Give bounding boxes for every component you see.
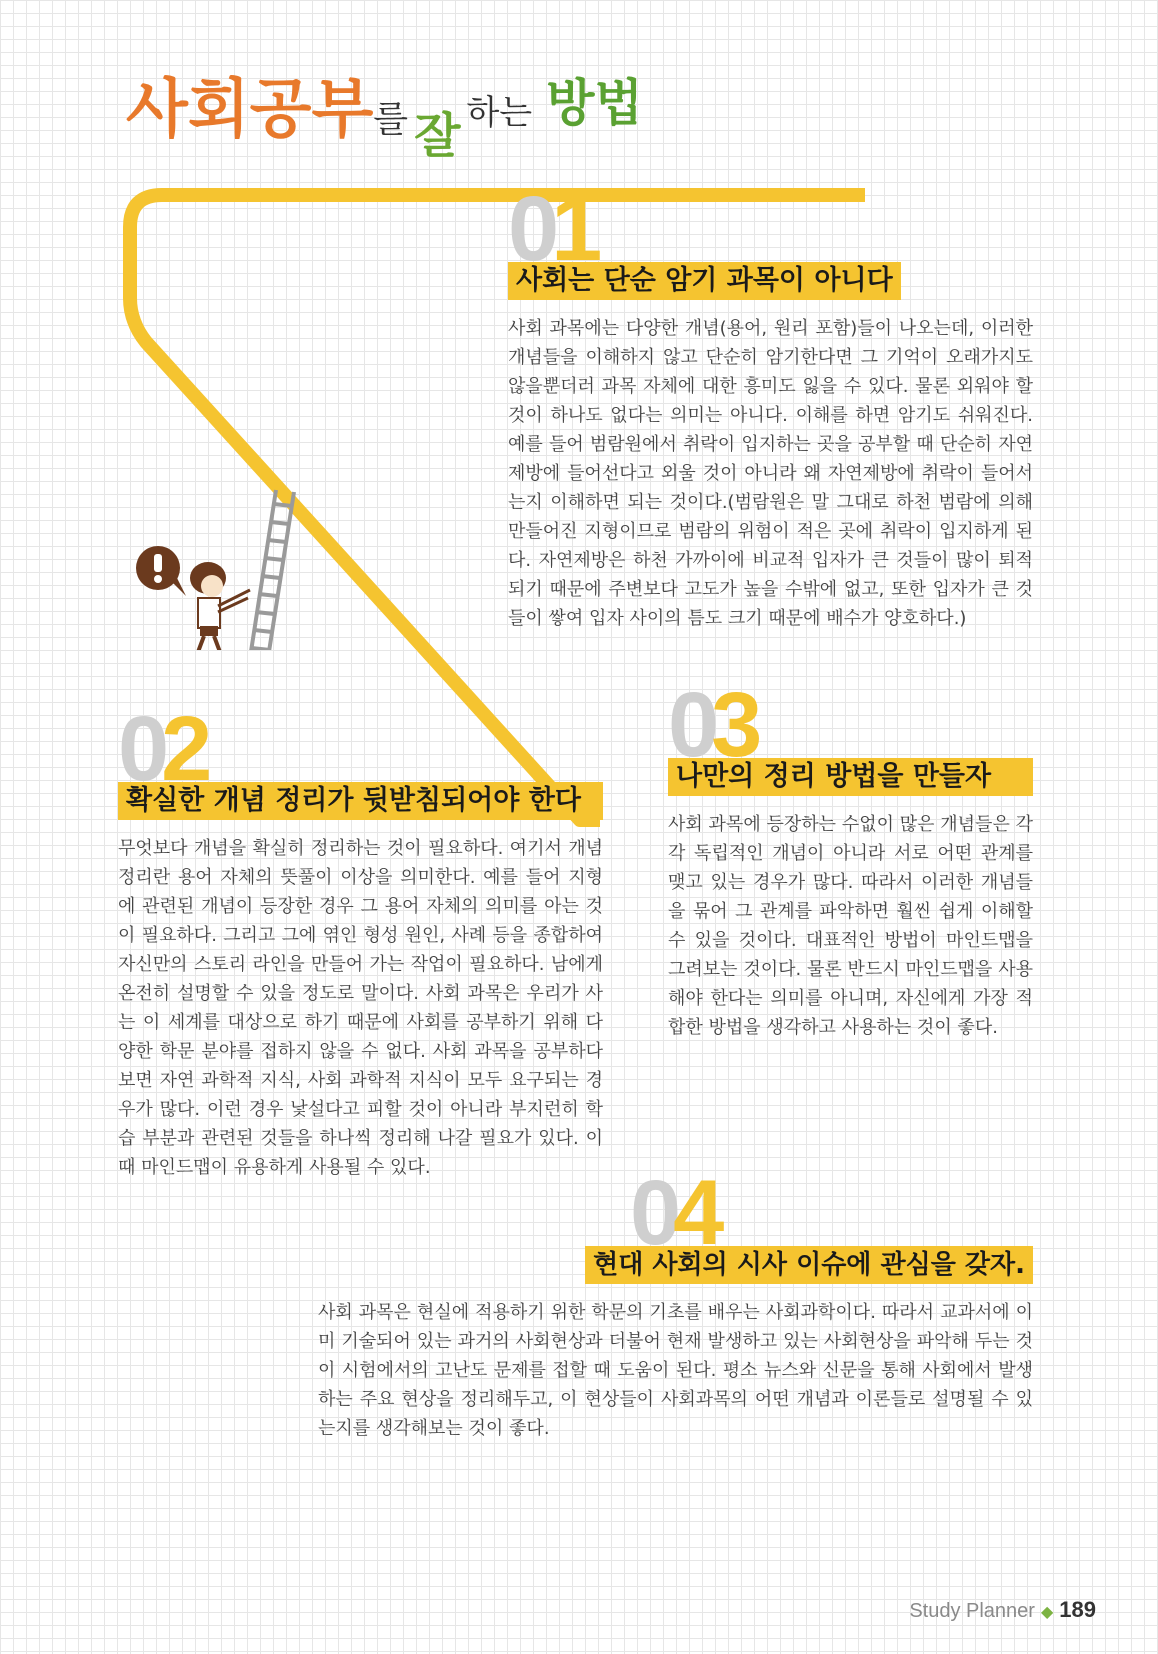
section-heading: 나만의 정리 방법을 만들자 <box>668 758 1033 796</box>
section-number-digit: 3 <box>711 692 755 758</box>
section-number-digit: 2 <box>161 716 205 782</box>
section-number-digit: 4 <box>673 1180 717 1246</box>
title-part-4: 하는 <box>466 93 533 133</box>
footer-brand: Study Planner <box>909 1600 1035 1622</box>
section-body: 사회 과목에는 다양한 개념(용어, 원리 포함)들이 나오는데, 이러한 개념들을 이해하지 않고 단순히 암기한다면 그 기억이 오래가지도 않을뿐더러 과목 자체에 대한 흥미도 잃을 수 있다. 물론 외워야 할 것이 하나도 없다는 의미는 아니다. 이해를 하면 암기도 쉬워진다. 예를 들어 범람원에서 취락이 입지하는 곳을 공부할 때 단순히 자연제방에 들어선다고 외울 것이 아니라 왜 자연제방에 취락이 들어서는지 이해하면 되는 것이다.(범람원은 말 그대로 하천 범람에 의해 만들어진 지형이므로 범람의 위험이 적은 곳에 취락이 입지하게 된다. 자연제방은 하천 가까이에 비교적 입자가 큰 것들이 많이 퇴적되기 때문에 주변보다 고도가 높을 수밖에 없고, 또한 입자가 큰 것들이 쌓여 입자 사이의 틈도 크기 때문에 배수가 양호하다.) <box>508 318 1033 629</box>
section-body: 무엇보다 개념을 확실히 정리하는 것이 필요하다. 여기서 개념 정리란 용어 자체의 뜻풀이 이상을 의미한다. 예를 들어 지형에 관련된 개념이 등장한 경우 그 용어 자체의 의미를 아는 것이 필요하다. 그리고 그에 엮인 형성 원인, 사례 등을 종합하여 자신만의 스토리 라인을 만들어 가는 작업이 필요하다. 남에게 온전히 설명할 수 있을 정도로 말이다. 사회 과목은 우리가 사는 이 세계를 대상으로 하기 때문에 사회를 공부하기 위해 다양한 학문 분야를 접하지 않을 수 없다. 사회 과목을 공부하다 보면 자연 과학적 지식, 사회 과학적 지식이 모두 요구되는 경우가 많다. 이런 경우 낯설다고 피할 것이 아니라 부지런히 학습 부분과 관련된 것들을 하나씩 정리해 나갈 필요가 있다. 이때 마인드맵이 유용하게 사용될 수 있다. <box>118 838 603 1178</box>
section-body: 사회 과목은 현실에 적용하기 위한 학문의 기초를 배우는 사회과학이다. 따라서 교과서에 이미 기술되어 있는 과거의 사회현상과 더불어 현재 발생하고 있는 사회현상을 파악해 두는 것이 시험에서의 고난도 문제를 접할 때 도움이 된다. 평소 뉴스와 신문을 통해 사회에서 발생하는 주요 현상을 정리해두고, 이 현상들이 사회과목의 어떤 개념과 이론들로 설명될 수 있는지를 생각해보는 것이 좋다. <box>318 1302 1033 1439</box>
title-part-3: 잘 <box>414 108 461 164</box>
section-01 <box>508 196 1033 633</box>
section-number <box>630 1180 1033 1246</box>
section-heading: 사회는 단순 암기 과목이 아니다 <box>508 262 901 300</box>
section-number-digit: 0 <box>630 1180 674 1246</box>
child-figure <box>190 562 250 650</box>
page-number: 189 <box>1059 1597 1096 1622</box>
diamond-icon: ◆ <box>1040 1602 1054 1621</box>
title-part-5: 방법 <box>546 74 643 132</box>
section-heading: 현대 사회의 시사 이슈에 관심을 갖자. <box>585 1246 1033 1284</box>
section-number-digit: 1 <box>551 196 595 262</box>
section-number-digit: 0 <box>508 196 552 262</box>
section-number <box>508 196 1033 262</box>
title-part-2: 를 <box>373 99 409 140</box>
section-number-digit: 0 <box>118 716 162 782</box>
child-figure-icon <box>128 460 318 650</box>
section-body: 사회 과목에 등장하는 수없이 많은 개념들은 각각 독립적인 개념이 아니라 서로 어떤 관계를 맺고 있는 경우가 많다. 따라서 이러한 개념들을 묶어 그 관계를 파악하면 훨씬 쉽게 이해할 수 있을 것이다. 대표적인 방법이 마인드맵을 그려보는 것이다. 물론 반드시 마인드맵을 사용해야 한다는 의미를 아니며, 자신에게 가장 적합한 방법을 생각하고 사용하는 것이 좋다. <box>668 814 1033 1038</box>
section-heading: 확실한 개념 정리가 뒷받침되어야 한다 <box>118 782 603 820</box>
section-number <box>668 692 1033 758</box>
ladder-icon <box>250 490 294 650</box>
page-footer <box>909 1597 1096 1625</box>
section-number-digit: 0 <box>668 692 712 758</box>
section-02 <box>118 716 603 1182</box>
section-number <box>118 716 603 782</box>
section-03 <box>668 692 1033 1042</box>
exclamation-icon <box>136 546 186 596</box>
title-part-1: 사회공부 <box>126 73 374 147</box>
section-04 <box>318 1180 1033 1443</box>
